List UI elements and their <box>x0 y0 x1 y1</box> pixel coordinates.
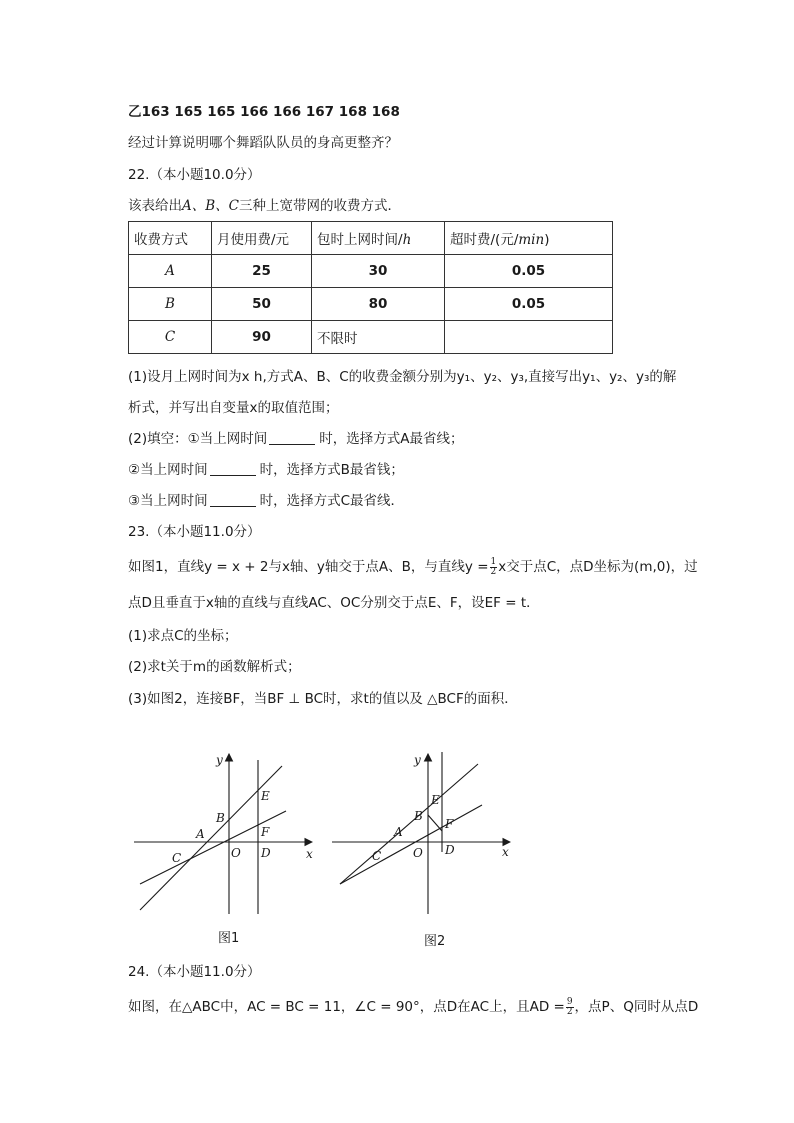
label-b: B <box>414 809 423 823</box>
q22-intro-prefix: 该表给出 <box>128 198 182 214</box>
q22-part2-a: (2)填空：①当上网时间 时，选择方式A最省线； <box>128 431 464 447</box>
fraction-one-half: $\frac{1}{2}$ <box>490 556 497 577</box>
q22-part1-line2: 析式，并写出自变量x的取值范围； <box>128 400 339 416</box>
answer-blank <box>269 430 315 445</box>
answer-blank <box>210 492 256 507</box>
label-x: x <box>306 847 313 861</box>
table-header-cell: 月使用费/元 <box>212 222 312 255</box>
label-f: F <box>261 825 270 839</box>
label-a: A <box>394 825 403 839</box>
q23-line2: 点D且垂直于x轴的直线与直线AC、OC分别交于点E、F，设EF = t． <box>128 595 540 611</box>
label-y: y <box>216 753 223 767</box>
segment-bf <box>428 815 442 831</box>
height-data-row: 乙163 165 165 166 166 167 168 168 <box>128 104 400 120</box>
table-row <box>129 288 613 321</box>
line-oc <box>340 805 482 884</box>
table-header-cell: 包时上网时间/h <box>312 222 445 255</box>
q22-intro-vars: A、B、C <box>182 198 239 214</box>
q24-line1: 如图，在△ABC中，AC = BC = 11，∠C = 90°，点D在AC上，且AD = $\frac{9}{2}$ ，点P、Q同时从点D <box>128 996 699 1017</box>
fraction-nine-halves: $\frac{9}{2}$ <box>566 996 573 1017</box>
label-c: C <box>172 851 182 865</box>
label-o: O <box>413 846 423 860</box>
label-c: C <box>372 849 382 863</box>
line-ac <box>340 764 478 884</box>
table-cell <box>445 321 613 354</box>
label-x: x <box>502 845 509 859</box>
q22-intro <box>128 196 401 216</box>
label-d: D <box>261 846 271 860</box>
table-header-cell: 收费方式 <box>129 222 212 255</box>
table-header-row <box>129 222 613 255</box>
label-e: E <box>261 789 270 803</box>
q23-line1: 如图1，直线y = x + 2与x轴、y轴交于点A、B，与直线y = $\frac{1}{2}$ x交于点C，点D坐标为(m,0)，过 <box>128 556 698 577</box>
label-f: F <box>445 817 454 831</box>
q23-part1: (1)求点C的坐标； <box>128 628 238 644</box>
fee-table <box>128 221 613 354</box>
figure-2-caption: 图2 <box>424 934 446 949</box>
q23-part3: (3)如图2，连接BF，当BF ⊥ BC时，求t的值以及 △BCF的面积． <box>128 691 518 707</box>
q22-part1-line1: (1)设月上网时间为x h,方式A、B、C的收费金额分别为y₁、y₂、y₃,直接写出y₁、y₂、y₃的解 <box>128 369 677 385</box>
figure-2 <box>330 748 520 950</box>
q22-header: 22.（本小题10.0分） <box>128 167 261 183</box>
q24-header: 24.（本小题11.0分） <box>128 964 261 980</box>
label-d: D <box>445 843 455 857</box>
table-cell: 50 <box>212 288 312 321</box>
table-cell: 30 <box>312 255 445 288</box>
table-cell: A <box>129 255 212 288</box>
q23-header: 23.（本小题11.0分） <box>128 524 261 540</box>
label-e: E <box>431 793 440 807</box>
label-a: A <box>196 827 205 841</box>
table-cell: B <box>129 288 212 321</box>
table-cell: 0.05 <box>445 288 613 321</box>
table-cell: 90 <box>212 321 312 354</box>
label-y: y <box>414 753 421 767</box>
q22-part2-c: ③当上网时间 时，选择方式C最省线． <box>128 493 405 509</box>
table-row <box>129 255 613 288</box>
figure-1 <box>130 748 320 948</box>
table-cell: 25 <box>212 255 312 288</box>
figure-2-svg <box>330 748 520 920</box>
label-b: B <box>216 811 225 825</box>
table-row <box>129 321 613 354</box>
q23-part2: (2)求t关于m的函数解析式； <box>128 659 301 675</box>
q22-intro-suffix: 三种上宽带网的收费方式． <box>239 198 401 214</box>
table-cell: 不限时 <box>312 321 445 354</box>
table-header-cell: 超时费/(元/min) <box>445 222 613 255</box>
q21-question: 经过计算说明哪个舞蹈队队员的身高更整齐？ <box>128 135 398 151</box>
answer-blank <box>210 461 256 476</box>
table-cell: 0.05 <box>445 255 613 288</box>
q22-part2-b: ②当上网时间 时，选择方式B最省钱； <box>128 462 404 478</box>
table-cell: 80 <box>312 288 445 321</box>
figure-1-svg <box>130 748 320 920</box>
label-o: O <box>231 846 241 860</box>
table-cell: C <box>129 321 212 354</box>
figure-1-caption: 图1 <box>218 931 240 946</box>
